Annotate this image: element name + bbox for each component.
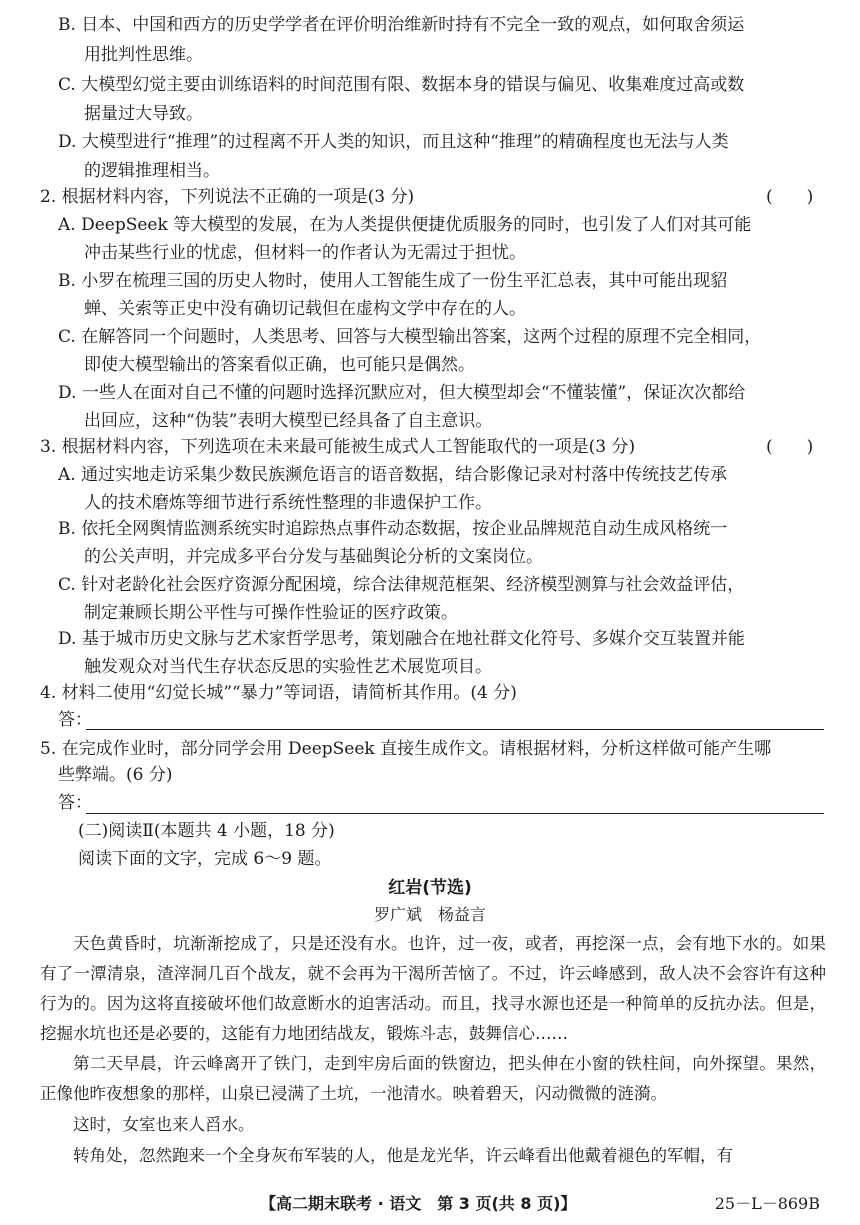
q2-option-c-line1: C. 在解答同一个问题时，人类思考、回答与大模型输出答案，这两个过程的原理不完全相同， [58,327,762,347]
story-paragraph-2: 第二天早晨，许云峰离开了铁门，走到牢房后面的铁窗边，把头伸在小窗的铁柱间，向外探望。果然，正像他昨夜想象的那样，山泉已浸满了土坑，一池清水。映着碧天，闪动微微的涟漪。 [40,1054,826,1103]
q3-option-c-line1: C. 针对老龄化社会医疗资源分配困境，综合法律规范框架、经济模型测算与社会效益评估， [58,575,745,595]
question-3-title: 3. 根据材料内容，下列选项在未来最可能被生成式人工智能取代的一项是(3 分) [40,437,636,457]
q2-option-d-line2: 出回应，这种“伪装”表明大模型已经具备了自主意识。 [84,411,493,431]
q3-option-a-line1: A. 通过实地走访采集少数民族濒危语言的语音数据，结合影像记录对村落中传统技艺传承 [58,465,728,485]
question-2-title: 2. 根据材料内容，下列说法不正确的一项是(3 分) [40,187,415,207]
option-d-line1: D. 大模型进行“推理”的过程离不开人类的知识，而且这种“推理”的精确程度也无法与人类 [58,132,729,152]
question-4-answer-label: 答： [58,710,92,730]
q3-option-c-line2: 制定兼顾长期公平性与可操作性验证的医疗政策。 [84,603,458,623]
q2-option-b-line1: B. 小罗在梳理三国的历史人物时，使用人工智能生成了一份生平汇总表，其中可能出现貂 [58,271,728,291]
q2-option-a-line1: A. DeepSeek 等大模型的发展，在为人类提供便捷优质服务的同时，也引发了人们对其可能 [58,215,752,235]
footer-code: 25－L－869B [714,1194,820,1213]
footer-exam-info: 【高二期末联考 · 语文 第 3 页(共 8 页)】 [260,1194,577,1213]
story-paragraph-1: 天色黄昏时，坑渐渐挖成了，只是还没有水。也许，过一夜，或者，再挖深一点，会有地下水的。如果有了一潭清泉，渣滓洞几百个战友，就不会再为干渴所苦恼了。不过，许云峰感到，敌人决不会容许有这种行为的。因为这将直接破坏他们故意断水的迫害活动。而且，找寻水源也还是一种简单的反抗办法。但是，挖掘水坑也还是必要的，这能有力地团结战友，锻炼斗志，鼓舞信心…… [40,934,826,1043]
story-paragraph-3: 这时，女室也来人舀水。 [73,1115,255,1134]
option-d-line2: 的逻辑推理相当。 [84,161,220,181]
question-5-answer-label: 答： [58,793,92,813]
q3-option-b-line1: B. 依托全网舆情监测系统实时追踪热点事件动态数据，按企业品牌规范自动生成风格统一 [58,519,728,539]
story-title: 红岩(节选) [388,878,472,898]
option-c-line2: 据量过大导致。 [84,104,203,124]
story-authors: 罗广斌 杨益言 [373,905,486,924]
section-instruction: 阅读下面的文字，完成 6～9 题。 [78,849,332,869]
question-4-title: 4. 材料二使用“幻觉长城”“暴力”等词语，请简析其作用。(4 分) [40,683,517,703]
option-c-line1: C. 大模型幻觉主要由训练语料的时间范围有限、数据本身的错误与偏见、收集难度过高或数 [58,75,745,95]
page-footer [0,1193,860,1215]
q2-option-d-line1: D. 一些人在面对自己不懂的问题时选择沉默应对，但大模型却会“不懂装懂”，保证次次都给 [58,383,746,403]
q3-option-d-line2: 触发观众对当代生存状态反思的实验性艺术展览项目。 [84,657,492,677]
question-4-answer-line[interactable] [86,729,824,730]
question-5-answer-line[interactable] [86,813,824,814]
q3-option-b-line2: 的公关声明，并完成多平台分发与基础舆论分析的文案岗位。 [84,547,543,567]
question-2-answer-bracket: ( ) [766,187,814,207]
q3-option-a-line2: 人的技术磨炼等细节进行系统性整理的非遗保护工作。 [84,493,492,513]
question-5-title-line1: 5. 在完成作业时，部分同学会用 DeepSeek 直接生成作文。请根据材料，分析这样做可能产生哪 [40,739,772,759]
option-b-line2: 用批判性思维。 [84,45,203,65]
question-5-title-line2: 些弊端。(6 分) [58,765,173,785]
option-b-line1: B. 日本、中国和西方的历史学学者在评价明治维新时持有不完全一致的观点，如何取舍须运 [58,15,745,35]
q2-option-c-line2: 即使大模型输出的答案看似正确，也可能只是偶然。 [84,355,475,375]
section-heading: (二)阅读Ⅱ(本题共 4 小题，18 分) [78,821,335,841]
story-paragraph-4: 转角处，忽然跑来一个全身灰布军装的人，他是龙光华，许云峰看出他戴着褪色的军帽，有 [73,1146,733,1165]
q3-option-d-line1: D. 基于城市历史文脉与艺术家哲学思考，策划融合在地社群文化符号、多媒介交互装置并能 [58,629,745,649]
question-3-answer-bracket: ( ) [766,437,814,457]
q2-option-a-line2: 冲击某些行业的忧虑，但材料一的作者认为无需过于担忧。 [84,243,526,263]
q2-option-b-line2: 蝉、关索等正史中没有确切记载但在虚构文学中存在的人。 [84,299,526,319]
